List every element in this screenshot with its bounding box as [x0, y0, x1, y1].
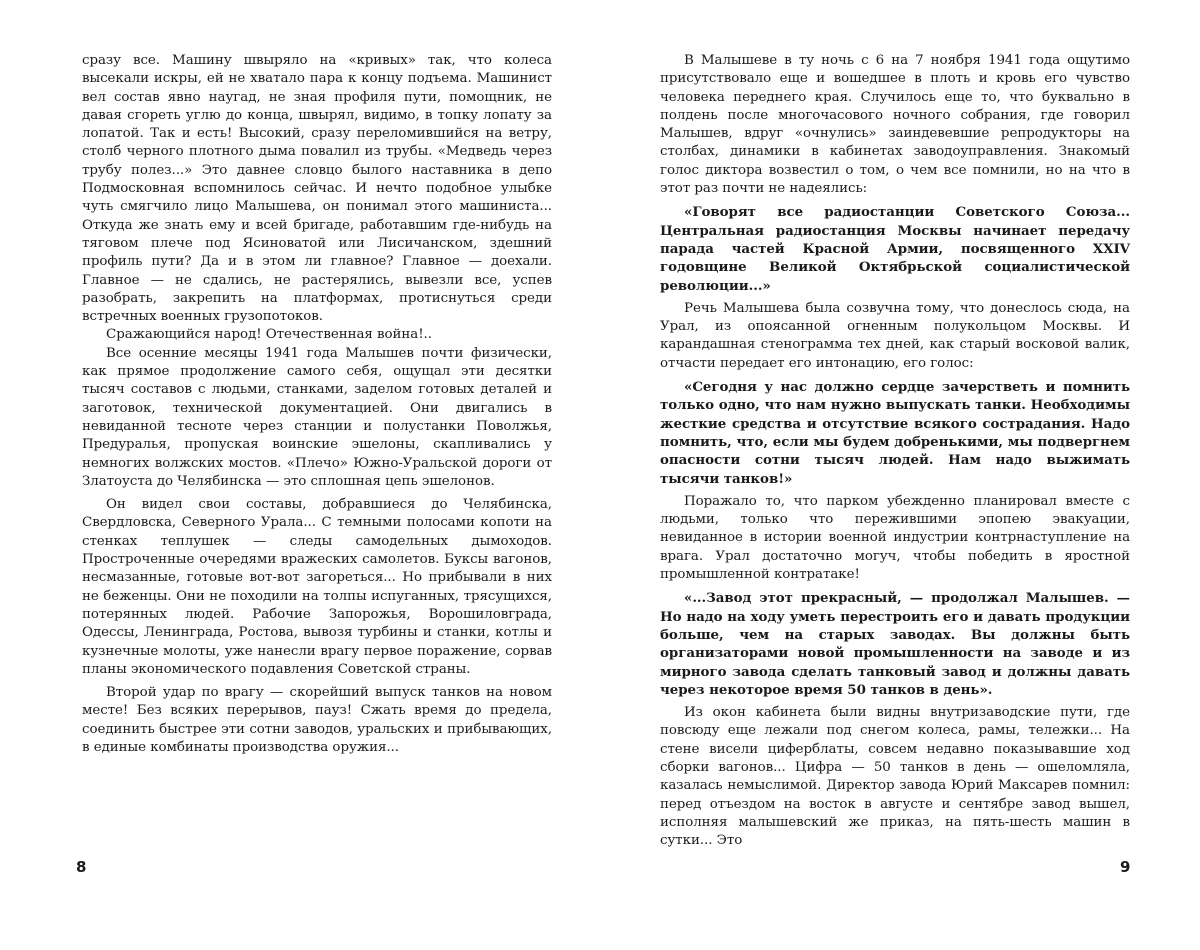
right-page-text [660, 52, 1130, 932]
paragraph: Второй удар по врагу — скорейший выпуск танков на новом месте! Без всяких перерывов, пауз! Сжать время до предела, соединить быстрее эти сотни заводов, уральских и прибывающих, в единые комбинаты производства оружия... [82, 684, 552, 757]
paragraph: Сражающийся народ! Отечественная война!.. [82, 326, 552, 344]
paragraph: сразу все. Машину швыряло на «кривых» так, что колеса высекали искры, ей не хватало пара к концу подъема. Машинист вел состав явно наугад, не зная профиля пути, помощник, не давая сгореть углю до конца, швырял, видимо, в топку лопату за лопатой. Так и есть! Высокий, сразу переломившийся на ветру, столб черного плотного дыма повалил из трубы. «Медведь через трубу полез...» Это давнее словцо былого наставника в депо Подмосковная вспомнилось сейчас. И нечто подобное улыбке чуть смягчило лицо Малышева, он понимал этого машиниста... Откуда же знать ему и всей бригаде, работавшим где-нибудь на тяговом плече под Ясиноватой или Лисичанском, здешний профиль пути? Да и в этом ли главное? Главное — доехали. Главное — не сдались, не растерялись, вывезли все, успев разобрать, закрепить на платформах, протиснуться среди встречных военных грузопотоков. [82, 52, 552, 326]
paragraph: Все осенние месяцы 1941 года Малышев почти физически, как прямое продолжение самого себя, ощущал эти десятки тысяч составов с людьми, станками, заделом готовых деталей и заготовок, технической документацией. Они двигались в невиданной тесноте через станции и полустанки Поволжья, Предуралья, пропуская воинские эшелоны, скапливались у немногих волжских мостов. «Плечо» Южно-Уральской дороги от Златоуста до Челябинска — это сплошная цепь эшелонов. [82, 345, 552, 491]
paragraph: Из окон кабинета были видны внутризаводские пути, где повсюду еще лежали под снегом колеса, рамы, тележки... На стене висели циферблаты, совсем недавно показывавшие ход сборки вагонов... Цифра — 50 танков в день — ошеломляла, казалась немыслимой. Директор завода Юрий Максарев помнил: перед отъездом на восток в августе и сентябре завод вышел, исполняя малышевский же приказ, на пять-шесть машин в сутки... Это [660, 704, 1130, 850]
paragraph: Поражало то, что парком убежденно планировал вместе с людьми, только что пережившими эпопею эвакуации, невиданное в истории военной индустрии контрнаступление на врага. Урал достаточно могуч, чтобы победить в яростной промышленной контратаке! [660, 493, 1130, 584]
page-number-left: 8 [76, 858, 86, 876]
quote-paragraph: «Сегодня у нас должно сердце зачерстветь и помнить только одно, что нам нужно выпускать танки. Необходимы жесткие средства и отсутствие всякого сострадания. Надо помнить, что, если мы будем добренькими, мы подвергнем опасности сотни тысяч людей. Нам надо выжимать тысячи танков!» [660, 378, 1130, 488]
quote-paragraph: «Говорят все радиостанции Советского Союза... Центральная радиостанция Москвы начинает передачу парада частей Красной Армии, посвященного XXIV годовщине Великой Октябрьской социалистической революции...» [660, 203, 1130, 294]
left-page-text [82, 52, 552, 932]
page-number-right: 9 [1120, 858, 1130, 876]
paragraph: Речь Малышева была созвучна тому, что донеслось сюда, на Урал, из опоясанной огненным полукольцом Москвы. И карандашная стенограмма тех дней, как старый восковой валик, отчасти передает его интонацию, его голос: [660, 300, 1130, 373]
quote-paragraph: «...Завод этот прекрасный, — продолжал Малышев. — Но надо на ходу уметь перестроить его и давать продукции больше, чем на старых заводах. Вы должны быть организаторами новой промышленности на заводе и из мирного завода сделать танковый завод и должны давать через некоторое время 50 танков в день». [660, 589, 1130, 699]
paragraph: Он видел свои составы, добравшиеся до Челябинска, Свердловска, Северного Урала... С темными полосами копоти на стенках теплушек — следы самодельных дымоходов. Простроченные очередями вражеских самолетов. Буксы вагонов, несмазанные, готовые вот-вот загореться... Но прибывали в них не беженцы. Они не походили на толпы испуганных, трясущихся, потерянных людей. Рабочие Запорожья, Ворошиловграда, Одессы, Ленинграда, Ростова, вывозя турбины и станки, котлы и кузнечные молоты, уже нанесли врагу первое поражение, сорвав планы экономического подавления Советской страны. [82, 496, 552, 679]
paragraph: В Малышеве в ту ночь с 6 на 7 ноября 1941 года ощутимо присутствовало еще и вошедшее в плоть и кровь его чувство человека переднего края. Случилось еще то, что буквально в полдень после многочасового ночного собрания, где говорил Малышев, вдруг «очнулись» заиндевевшие репродукторы на столбах, динамики в кабинетах заводоуправления. Знакомый голос диктора возвестил о том, о чем все помнили, но на что в этот раз почти не надеялись: [660, 52, 1130, 198]
